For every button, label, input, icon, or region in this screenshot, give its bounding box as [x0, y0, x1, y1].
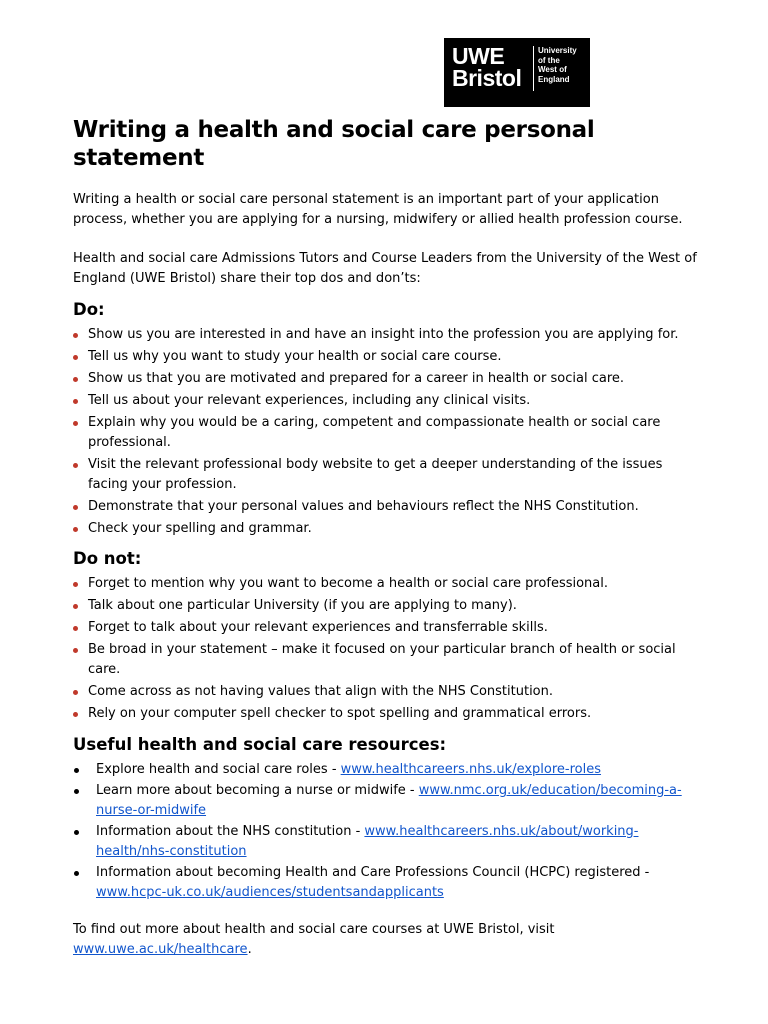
document-body: [73, 116, 698, 960]
bullet-icon: [73, 712, 78, 717]
resource-item: Learn more about becoming a nurse or midwife - www.nmc.org.uk/education/becoming-a-nurse-or-midwife: [73, 781, 698, 821]
do-item: Tell us why you want to study your health or social care course.: [73, 347, 698, 367]
bullet-icon: [73, 333, 78, 338]
do-not-heading: Do not:: [73, 549, 142, 568]
resource-item: Information about the NHS constitution - www.healthcareers.nhs.uk/about/working-health/nhs-constitution: [73, 822, 698, 862]
resource-link-explore-roles[interactable]: www.healthcareers.nhs.uk/explore-roles: [340, 762, 602, 777]
do-list: [73, 325, 698, 539]
tutors-paragraph: Health and social care Admissions Tutors and Course Leaders from the University of the West of England (UWE Bristol) share their top dos and don’ts:: [73, 251, 697, 286]
bullet-icon: [73, 377, 78, 382]
do-not-item: Forget to talk about your relevant experiences and transferrable skills.: [73, 618, 698, 638]
bullet-icon: [73, 582, 78, 587]
intro-paragraph: Writing a health or social care personal statement is an important part of your application process, whether you are applying for a nursing, midwifery or allied health profession course.: [73, 192, 683, 227]
closing-paragraph: To find out more about health and social care courses at UWE Bristol, visit www.uwe.ac.uk/healthcare.: [73, 922, 555, 957]
do-not-item: Rely on your computer spell checker to spot spelling and grammatical errors.: [73, 704, 698, 724]
bullet-icon: [73, 604, 78, 609]
uwe-bristol-logo: [444, 38, 590, 107]
do-item: Explain why you would be a caring, competent and compassionate health or social care professional.: [73, 413, 698, 453]
resource-link-hcpc[interactable]: www.hcpc-uk.co.uk/audiences/studentsandapplicants: [96, 885, 444, 900]
do-not-item: Talk about one particular University (if you are applying to many).: [73, 596, 698, 616]
logo-university-name: University of the West of England: [538, 46, 577, 84]
resources-list: [73, 760, 698, 903]
bullet-icon: [74, 871, 79, 876]
do-not-item: Come across as not having values that align with the NHS Constitution.: [73, 682, 698, 702]
bullet-icon: [73, 648, 78, 653]
resources-heading: Useful health and social care resources:: [73, 735, 447, 754]
bullet-icon: [73, 626, 78, 631]
bullet-icon: [73, 463, 78, 468]
uwe-healthcare-link[interactable]: www.uwe.ac.uk/healthcare: [73, 942, 248, 957]
bullet-icon: [74, 768, 79, 773]
bullet-icon: [73, 505, 78, 510]
bullet-icon: [74, 830, 79, 835]
do-item: Demonstrate that your personal values and behaviours reflect the NHS Constitution.: [73, 497, 698, 517]
resource-item: Information about becoming Health and Care Professions Council (HCPC) registered - www.hcpc-uk.co.uk/audiences/studentsandapplicants: [73, 863, 698, 903]
bullet-icon: [73, 527, 78, 532]
resource-item: Explore health and social care roles - www.healthcareers.nhs.uk/explore-roles: [73, 760, 698, 780]
do-item: Tell us about your relevant experiences, including any clinical visits.: [73, 391, 698, 411]
bullet-icon: [73, 399, 78, 404]
bullet-icon: [73, 690, 78, 695]
bullet-icon: [73, 421, 78, 426]
do-not-list: [73, 574, 698, 724]
do-item: Visit the relevant professional body website to get a deeper understanding of the issues facing your profession.: [73, 455, 698, 495]
bullet-icon: [73, 355, 78, 360]
bullet-icon: [74, 789, 79, 794]
do-item: Show us you are interested in and have an insight into the profession you are applying for.: [73, 325, 698, 345]
resource-link-nhs-constitution[interactable]: www.healthcareers.nhs.uk/about/working-health/nhs-constitution: [96, 824, 639, 859]
do-item: Check your spelling and grammar.: [73, 519, 698, 539]
resource-link-nmc[interactable]: www.nmc.org.uk/education/becoming-a-nurse-or-midwife: [96, 783, 682, 818]
do-not-item: Forget to mention why you want to become a health or social care professional.: [73, 574, 698, 594]
do-item: Show us that you are motivated and prepared for a career in health or social care.: [73, 369, 698, 389]
do-not-item: Be broad in your statement – make it focused on your particular branch of health or social care.: [73, 640, 698, 680]
do-heading: Do:: [73, 300, 105, 319]
page-title: Writing a health and social care personal statement: [73, 117, 595, 171]
logo-divider: [533, 46, 534, 91]
logo-wordmark: UWE Bristol: [452, 43, 522, 91]
